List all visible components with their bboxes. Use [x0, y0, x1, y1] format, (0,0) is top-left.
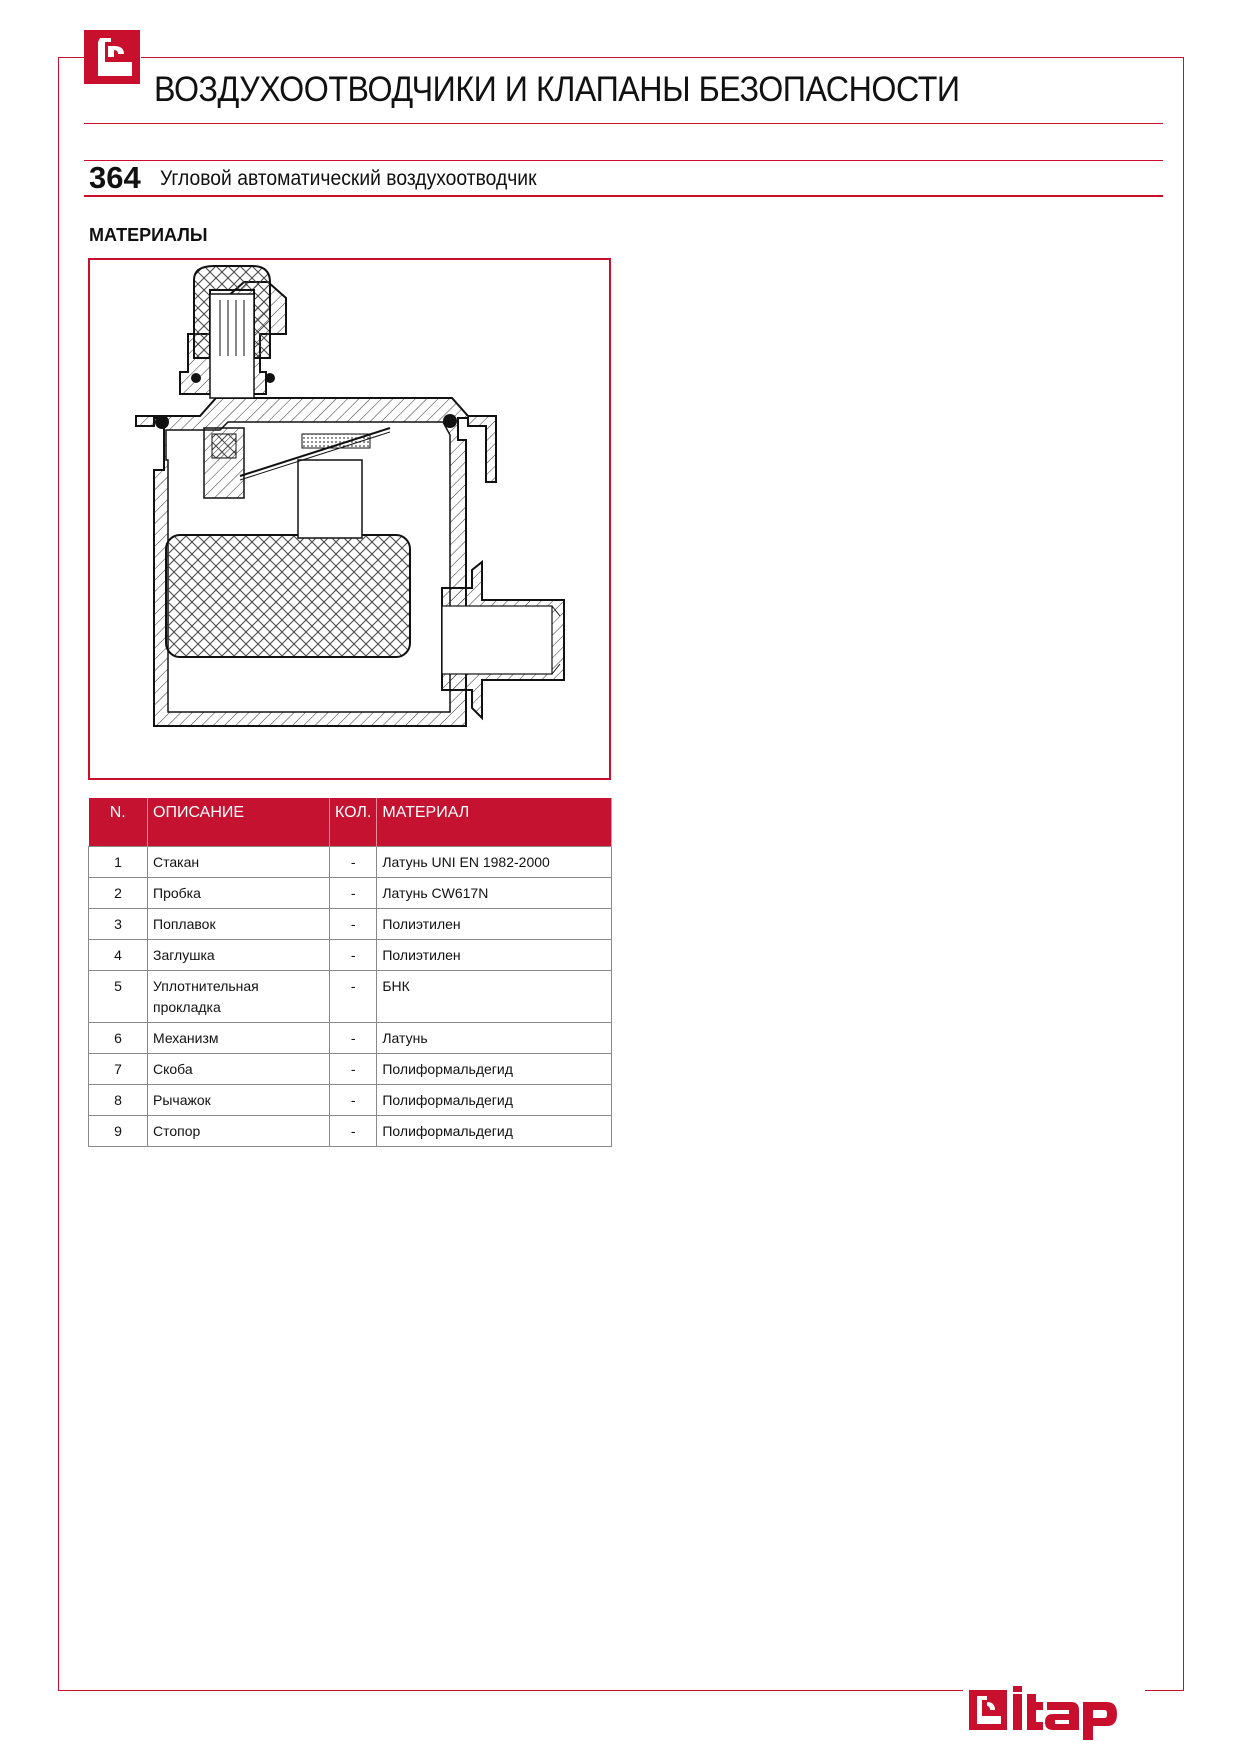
row-number: 4 [89, 940, 148, 971]
brand-logo [967, 1684, 1139, 1742]
table-row [89, 971, 612, 1023]
row-description: Заглушка [148, 940, 330, 971]
table-row [89, 1054, 612, 1085]
product-line-top [84, 160, 1163, 161]
row-number: 5 [89, 971, 148, 1023]
table-row [89, 878, 612, 909]
row-quantity: - [330, 1085, 377, 1116]
table-row [89, 1085, 612, 1116]
row-quantity: - [330, 847, 377, 878]
table-row [89, 1023, 612, 1054]
row-description: Стакан [148, 847, 330, 878]
section-title: МАТЕРИАЛЫ [89, 225, 208, 245]
column-header-quantity: КОЛ. [330, 798, 377, 847]
border-top-right [141, 57, 1183, 58]
row-number: 8 [89, 1085, 148, 1116]
float-stem [298, 460, 362, 538]
row-number: 3 [89, 909, 148, 940]
row-description: Пробка [148, 878, 330, 909]
row-quantity: - [330, 1116, 377, 1147]
outlet-bore [442, 606, 552, 674]
row-number: 2 [89, 878, 148, 909]
row-material: БНК [377, 971, 612, 1023]
row-material: Полиэтилен [377, 940, 612, 971]
valve-core [210, 294, 254, 398]
corner-logo [84, 30, 140, 84]
corner-logo-icon [84, 30, 140, 84]
row-quantity: - [330, 940, 377, 971]
row-description: Поплавок [148, 909, 330, 940]
product-name: Угловой автоматический воздухоотводчик [160, 167, 537, 190]
table-row [89, 909, 612, 940]
row-material: Полиформальдегид [377, 1116, 612, 1147]
row-material: Полиформальдегид [377, 1085, 612, 1116]
row-quantity: - [330, 909, 377, 940]
row-number: 6 [89, 1023, 148, 1054]
column-header-number: N. [89, 798, 148, 847]
row-description: Стопор [148, 1116, 330, 1147]
border-bottom [58, 1690, 963, 1691]
row-material: Полиформальдегид [377, 1054, 612, 1085]
row-description: Скоба [148, 1054, 330, 1085]
product-line-bottom [84, 195, 1163, 197]
row-quantity: - [330, 878, 377, 909]
border-right [1183, 57, 1184, 1690]
materials-table [88, 798, 612, 1147]
technical-drawing-frame [88, 258, 611, 780]
table-row [89, 1116, 612, 1147]
row-material: Латунь CW617N [377, 878, 612, 909]
row-material: Латунь [377, 1023, 612, 1054]
row-quantity: - [330, 1054, 377, 1085]
row-material: Полиэтилен [377, 909, 612, 940]
table-header-row [89, 798, 612, 847]
page-title: ВОЗДУХООТВОДЧИКИ И КЛАПАНЫ БЕЗОПАСНОСТИ [154, 70, 960, 109]
row-number: 9 [89, 1116, 148, 1147]
row-description: Рычажок [148, 1085, 330, 1116]
itap-logo-icon [967, 1684, 1139, 1742]
row-quantity: - [330, 1023, 377, 1054]
valve-cross-section-drawing [90, 260, 609, 778]
row-number: 7 [89, 1054, 148, 1085]
float [166, 535, 410, 657]
border-left [58, 57, 59, 1690]
column-header-material: МАТЕРИАЛ [377, 798, 612, 847]
row-number: 1 [89, 847, 148, 878]
row-material: Латунь UNI EN 1982-2000 [377, 847, 612, 878]
row-quantity: - [330, 971, 377, 1023]
column-header-description: ОПИСАНИЕ [148, 798, 330, 847]
border-top-left [58, 57, 84, 58]
row-description: Уплотнительная прокладка [148, 971, 330, 1023]
seal-left [155, 415, 169, 429]
product-code: 364 [89, 160, 141, 195]
title-underline [84, 123, 1163, 124]
table-row [89, 940, 612, 971]
seal-right [443, 414, 457, 428]
row-description: Механизм [148, 1023, 330, 1054]
border-bottom-right [1145, 1690, 1184, 1691]
table-row [89, 847, 612, 878]
